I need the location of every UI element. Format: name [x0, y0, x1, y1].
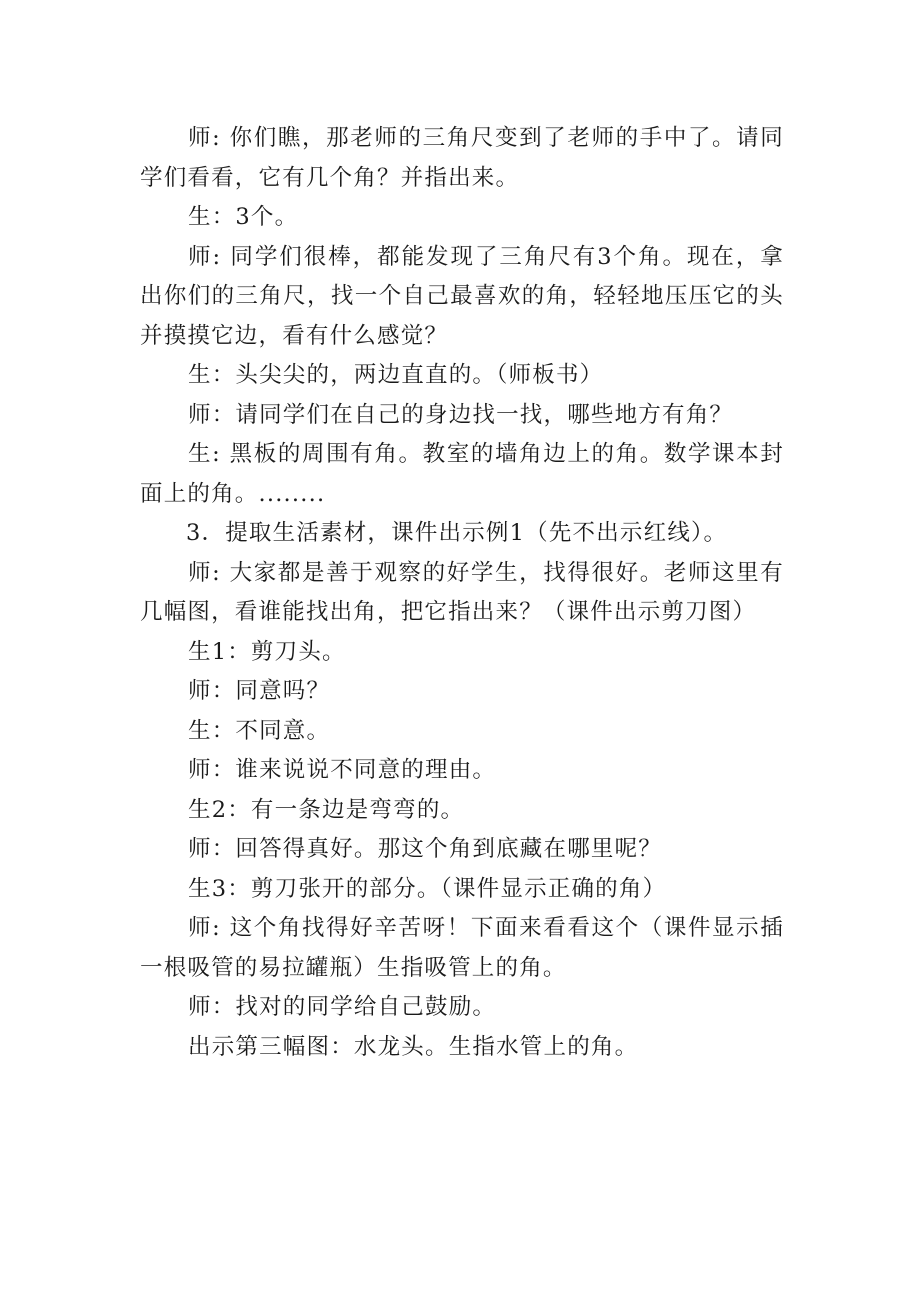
paragraph: 师：找对的同学给自己鼓励。 — [188, 994, 497, 1020]
paragraph: 生: 黑板的周围有角。教室的墙角边上的角。数学课本封面上的角。........ — [140, 441, 784, 507]
paragraph: 师: 大家都是善于观察的好学生，找得很好。老师这里有几幅图，看谁能找出角，把它指出来？（课件出示剪刀图） — [140, 559, 784, 625]
paragraph: 生2：有一条边是弯弯的。 — [188, 796, 465, 823]
paragraph: 出示第三幅图：水龙头。生指水管上的角。 — [188, 1033, 639, 1060]
paragraph: 生：3个。 — [188, 204, 299, 230]
paragraph: 师: 同学们很棒，都能发现了三角尺有3个角。现在，拿出你们的三角尺，找一个自己最喜欢的角，轻轻地压压它的头并摸摸它边，看有什么感觉？ — [140, 243, 784, 349]
paragraph: 师: 你们瞧，那老师的三角尺变到了老师的手中了。请同学们看看，它有几个角？并指出来。 — [140, 125, 784, 191]
paragraph: 生：头尖尖的，两边直直的。（师板书） — [188, 362, 604, 388]
paragraph: 生3：剪刀张开的部分。（课件显示正确的角） — [188, 875, 667, 902]
paragraph: 师：请同学们在自己的身边找一找，哪些地方有角？ — [188, 401, 734, 428]
paragraph: 师：同意吗？ — [188, 678, 331, 704]
paragraph: 生：不同意。 — [188, 717, 331, 744]
paragraph: 师: 这个角找得好辛苦呀！下面来看看这个（课件显示插一根吸管的易拉罐瓶）生指吸管上的角。 — [140, 915, 784, 981]
document-body — [140, 119, 784, 1067]
section-heading: 3．提取生活素材，课件出示例1（先不出示红线）。 — [186, 520, 728, 546]
paragraph: 师：谁来说说不同意的理由。 — [188, 757, 497, 783]
paragraph: 生1：剪刀头。 — [188, 638, 346, 665]
paragraph: 师：回答得真好。那这个角到底藏在哪里呢？ — [188, 836, 663, 862]
